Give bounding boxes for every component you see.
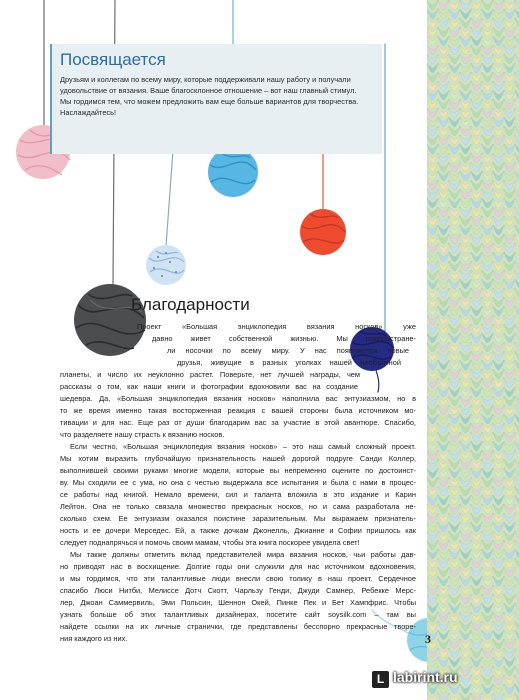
dedication-title: Посвящается (60, 50, 166, 69)
dedication-box (50, 44, 382, 154)
thanks-line: спасибо Люси Нитби, Мелиссе Дотч Скотт, Чарльзу Генди, Джуди Самнер, Ребекке Мерс- (60, 586, 416, 595)
thanks-line: шедевра. Да, «Большая энциклопедия вязания носков» наполнила вас энтузиазмом, но в (60, 394, 416, 403)
thanks-line: друзья, живущие в разных уголках нашей необъятной (177, 358, 401, 367)
knitted-fabric-border (427, 0, 519, 700)
thanks-line: давно живет собственной жизнью. Мы распростране- (152, 334, 416, 343)
red-yarn-ball (300, 209, 346, 255)
sky-blue-yarn-ball (208, 147, 258, 197)
thanks-line: се работы над книгой. Немало времени, сил и таланта вложила в это издание и Карин (60, 490, 416, 499)
thanks-line: рассказы о том, как наши книги и фотографии вдохновили вас на создание (60, 382, 358, 391)
page-number: 3 (425, 632, 431, 646)
watermark-logo: L (372, 671, 389, 688)
thanks-line: сколько схем. Ее энтузиазм оказался поистине заразительным. Мы выражаем признатель- (60, 514, 416, 523)
thanks-line: тивации и для нас. Еще раз от души благодарим вас за участие в этой авантюре. Спасибо, (60, 418, 416, 427)
thanks-line: узнать больше об этих талантливых дизайнерах, посетите сайт soysilk.com – там вы (60, 610, 416, 619)
thanks-line: найдете ссылки на их личные странички, где представлены бесспорно прекрасные творе- (60, 622, 416, 631)
thanks-line: Если честно, «Большая энциклопедия вязания носков» – это наш самый сложный проект. (70, 442, 416, 451)
thanks-line: ли носочки по всему миру. У нас появляются новые (167, 346, 409, 355)
dedication-line: Друзьям и коллегам по всему миру, которые поддерживали нашу работу и получали (60, 75, 351, 84)
thanks-line: Лейтон. Она не только связала множество прекрасных носков, но и сама разработала не- (60, 502, 416, 511)
dedication-line: Мы гордимся тем, что можем предложить вам еще больше вариантов для творчества. (60, 97, 359, 106)
light-blue-yarn-ball (146, 245, 186, 285)
thanks-line: Проект «Большая энциклопедия вязания носков» уже (137, 322, 416, 331)
thanks-line: ния каждого из них. (60, 634, 128, 643)
dedication-text (60, 74, 372, 118)
thanks-title: Благодарности (131, 295, 250, 314)
thanks-line: планеты, и число их неуклонно растет. Поверьте, нет лучшей награды, чем (60, 370, 360, 379)
watermark-text: labirint.ru (393, 669, 458, 685)
thanks-line: следует поднапрячься и помочь своим мамам, чтобы эта книга поскорее увидела свет! (60, 538, 360, 547)
thanks-line: Мы хотим выразить глубочайшую признательность нашей дорогой подруге Санди Коллер, (60, 454, 416, 463)
thanks-line: то же время именно такая восторженная реакция с вашей стороны была источником мо- (60, 406, 416, 415)
thanks-line: но приводят нас в восхищение. Долгие годы они служили для нас источником вдохновения, (60, 562, 416, 571)
thanks-line: что разделяете нашу страсть к вязанию носков. (60, 430, 225, 439)
thanks-line: ность и ее дочери Мерседес. Ей, а также дочкам Джонелль, Джианне и Софии пришлось как (60, 526, 416, 535)
thanks-line: ву. Мы сходили ее с ума, но она с честью выдержала все испытания и была с нами в процес- (60, 478, 416, 487)
thanks-line: выполнившей своими руками многие модели, которые вы непременно оцените по достоинст- (60, 466, 416, 475)
dedication-line: удовольствие от вязания. Ваше благосклонное отношение – вот наш главный стимул. (60, 86, 357, 95)
thanks-line: лер, Джоан Саммервиль, Эми Польсин, Шеннон Окей, Пинке Пек и Бет Хампфрис. Чтобы (60, 598, 416, 607)
thanks-line: Мы также должны отметить вклад представителей мира вязания носков, чьи работы дав- (70, 550, 416, 559)
dedication-line: Наслаждайтесь! (60, 108, 117, 117)
thanks-line: и мы гордимся, что эти талантливые люди внесли свою толику в наш проект. Сердечное (60, 574, 416, 583)
